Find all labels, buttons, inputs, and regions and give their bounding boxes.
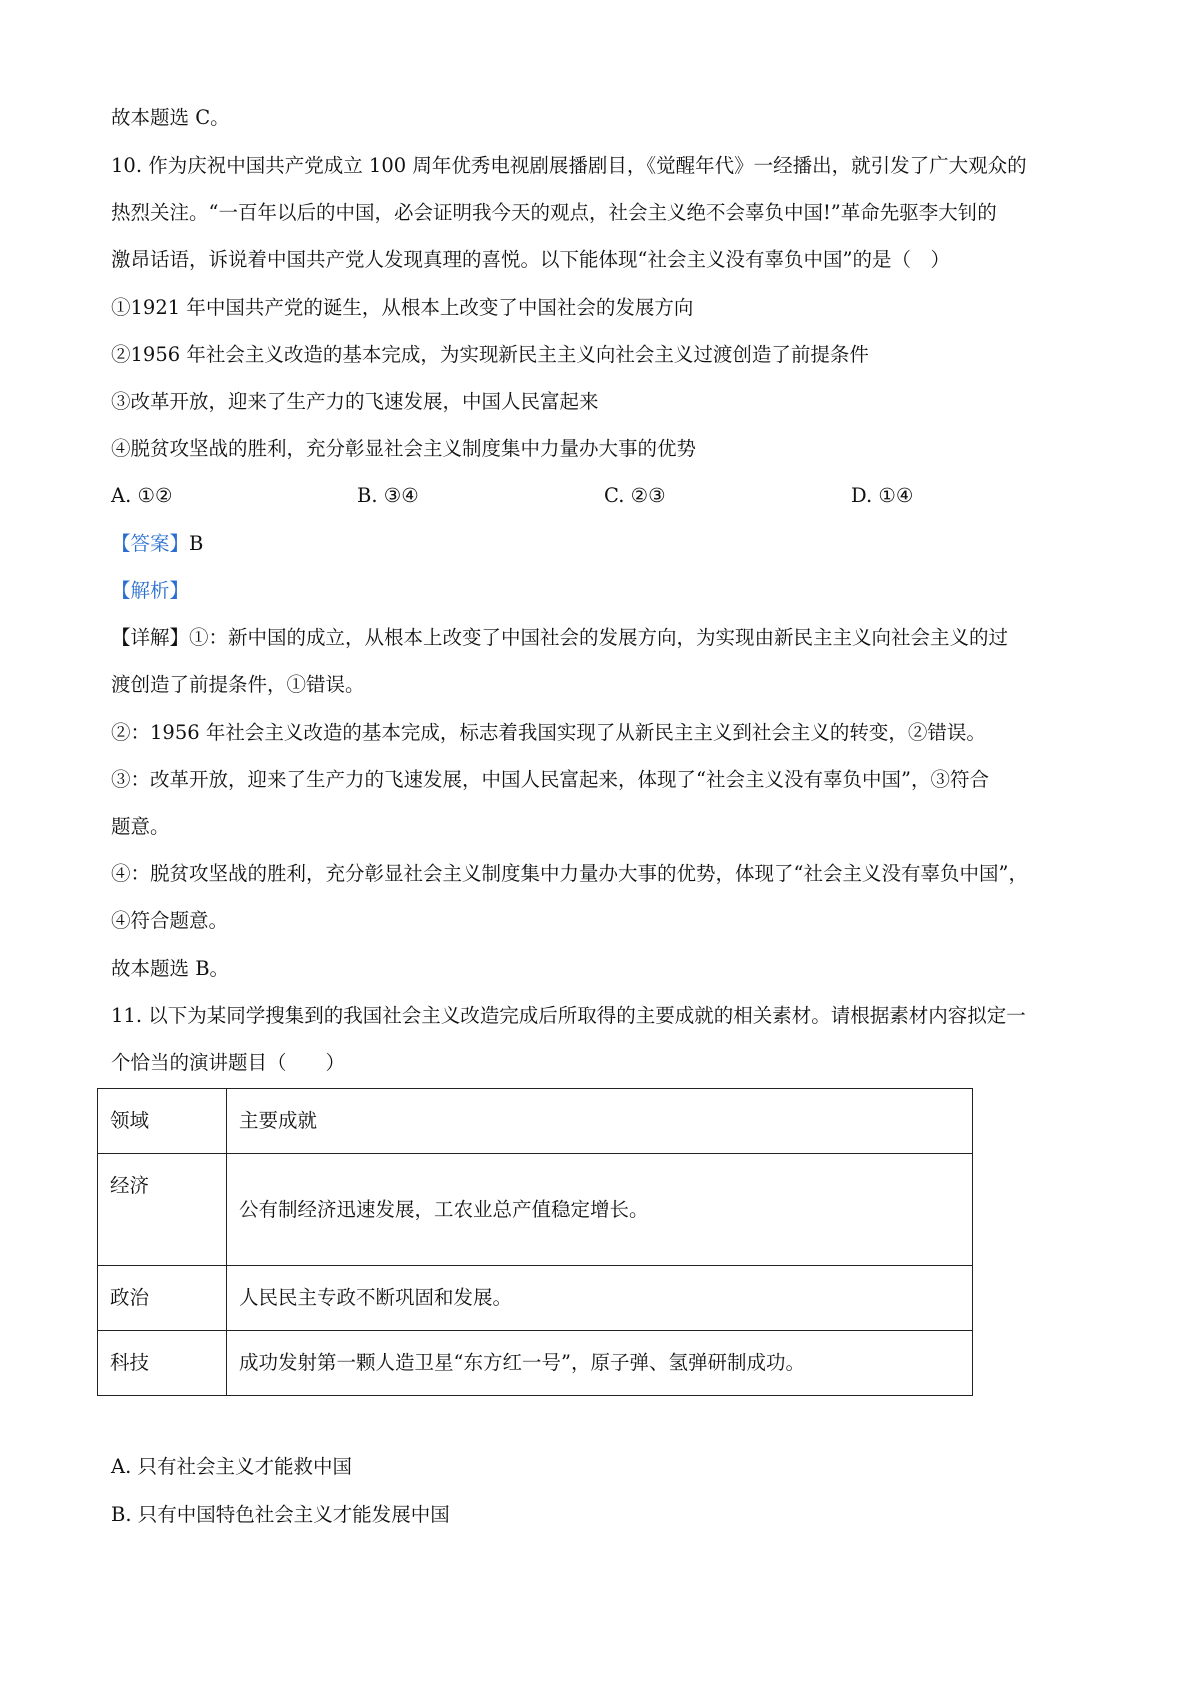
answer-value: B	[189, 532, 204, 555]
q10-option-c: C. ②③	[604, 484, 666, 507]
q10-option-b: B. ③④	[357, 484, 419, 507]
q10-statement-1: ①1921 年中国共产党的诞生，从根本上改变了中国社会的发展方向	[111, 296, 694, 319]
q10-stem-line-2: 热烈关注。“一百年以后的中国，必会证明我今天的观点，社会主义绝不会辜负中国!”革命先驱李大钊的	[111, 201, 997, 224]
table-row	[98, 1266, 973, 1331]
q11-stem-line-2: 个恰当的演讲题目（ ）	[111, 1051, 346, 1074]
q10-detail-line-3: ②：1956 年社会主义改造的基本完成，标志着我国实现了从新民主主义到社会主义的转变，②错误。	[111, 721, 986, 744]
analysis-tag: 【解析】	[111, 579, 190, 602]
table-cell-achievement: 公有制经济迅速发展，工农业总产值稳定增长。	[227, 1154, 973, 1266]
table-cell-field: 科技	[98, 1331, 227, 1396]
q10-detail-line-2: 渡创造了前提条件，①错误。	[111, 673, 365, 696]
table-row	[98, 1154, 973, 1266]
table-cell-achievement: 人民民主专政不断巩固和发展。	[227, 1266, 973, 1331]
table-header-field: 领域	[98, 1089, 227, 1154]
table-cell-achievement: 成功发射第一颗人造卫星“东方红一号”，原子弹、氢弹研制成功。	[227, 1331, 973, 1396]
table-header-row	[98, 1089, 973, 1154]
table-header-achievement: 主要成就	[227, 1089, 973, 1154]
q10-stem-line-1: 10. 作为庆祝中国共产党成立 100 周年优秀电视剧展播剧目，《觉醒年代》一经播出，就引发了广大观众的	[111, 154, 1027, 177]
prev-conclusion: 故本题选 C。	[111, 106, 230, 129]
q10-detail-line-7: ④符合题意。	[111, 909, 229, 932]
q11-option-b: B. 只有中国特色社会主义才能发展中国	[111, 1503, 450, 1526]
q10-detail-line-5: 题意。	[111, 815, 170, 838]
q10-statement-4: ④脱贫攻坚战的胜利，充分彰显社会主义制度集中力量办大事的优势	[111, 437, 697, 460]
q10-answer	[111, 532, 203, 556]
q10-stem-line-3: 激昂话语，诉说着中国共产党人发现真理的喜悦。以下能体现“社会主义没有辜负中国”的是（ ）	[111, 248, 950, 271]
answer-tag: 【答案】	[111, 532, 190, 555]
table-row	[98, 1331, 973, 1396]
q10-option-a: A. ①②	[111, 484, 173, 507]
q11-stem-line-1: 11. 以下为某同学搜集到的我国社会主义改造完成后所取得的主要成就的相关素材。请根据素材内容拟定一	[111, 1004, 1026, 1027]
q11-achievements-table	[97, 1088, 973, 1396]
q10-detail-line-6: ④：脱贫攻坚战的胜利，充分彰显社会主义制度集中力量办大事的优势，体现了“社会主义没有辜负中国”，	[111, 862, 1028, 885]
q10-option-d: D. ①④	[851, 484, 914, 507]
q10-statement-3: ③改革开放，迎来了生产力的飞速发展，中国人民富起来	[111, 390, 599, 413]
q10-detail-line-8: 故本题选 B。	[111, 957, 230, 980]
table-cell-field: 政治	[98, 1266, 227, 1331]
q10-detail-line-4: ③：改革开放，迎来了生产力的飞速发展，中国人民富起来，体现了“社会主义没有辜负中国”，③符合	[111, 768, 989, 791]
q10-statement-2: ②1956 年社会主义改造的基本完成，为实现新民主主义向社会主义过渡创造了前提条件	[111, 343, 869, 366]
table-cell-field: 经济	[98, 1154, 227, 1266]
q10-detail-line-1: 【详解】①：新中国的成立，从根本上改变了中国社会的发展方向，为实现由新民主主义向社会主义的过	[111, 626, 1009, 649]
q11-option-a: A. 只有社会主义才能救中国	[111, 1455, 352, 1478]
